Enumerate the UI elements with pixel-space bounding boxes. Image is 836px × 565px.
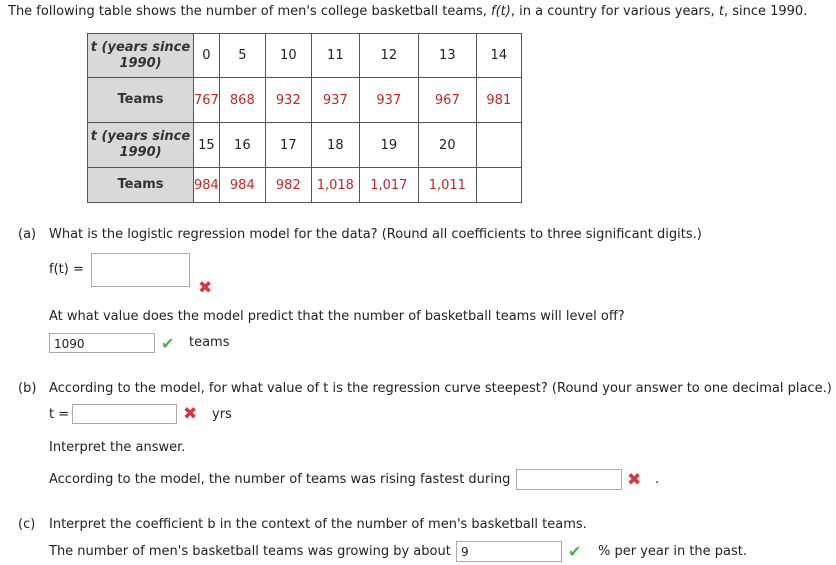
part-a-label: (a) [18, 227, 37, 242]
check-mark-icon: ✔ [161, 334, 175, 353]
level-unit: teams [189, 335, 230, 350]
x-mark-icon: ✖ [627, 470, 642, 490]
table-cell: 984 [194, 168, 220, 203]
table-cell: 1,017 [359, 168, 418, 203]
part-a-question: What is the logistic regression model for the data? (Round all coefficients to three significant digits.) [49, 227, 702, 242]
steepest-period: . [655, 472, 660, 487]
table-cell: 937 [359, 78, 418, 123]
t-header: t (years since 1990) [88, 123, 194, 168]
x-mark-icon: ✖ [198, 278, 213, 298]
check-mark-icon: ✔ [568, 542, 582, 561]
table-row [88, 123, 522, 168]
table-cell: 20 [418, 123, 476, 168]
table-cell: 12 [359, 34, 418, 78]
teams-header: Teams [88, 168, 194, 203]
table-cell: 981 [476, 78, 521, 123]
table-cell: 16 [219, 123, 265, 168]
x-mark-icon: ✖ [183, 404, 198, 424]
table-row [88, 78, 522, 123]
table-cell: 13 [418, 34, 476, 78]
table-cell: 18 [311, 123, 359, 168]
table-cell: 19 [359, 123, 418, 168]
part-c-label: (c) [18, 517, 36, 532]
part-b-label: (b) [18, 381, 37, 396]
table-row [88, 168, 522, 203]
level-question: At what value does the model predict that the number of basketball teams will level off? [49, 309, 625, 324]
growth-sentence: The number of men's basketball teams was growing by about [49, 544, 451, 559]
table-cell: 967 [418, 78, 476, 123]
table-cell [476, 123, 521, 168]
ft-input[interactable] [91, 253, 190, 287]
table-cell: 1,018 [311, 168, 359, 203]
table-cell: 1,011 [418, 168, 476, 203]
data-table [87, 33, 522, 203]
table-cell: 11 [311, 34, 359, 78]
table-cell: 984 [219, 168, 265, 203]
table-cell: 767 [194, 78, 220, 123]
growth-suffix: % per year in the past. [598, 544, 748, 559]
ft-label: f(t) = [49, 262, 84, 277]
level-input[interactable]: 1090 [49, 333, 155, 353]
part-b-question: According to the model, for what value of t is the regression curve steepest? (Round your answer to one decimal place.) [49, 381, 832, 396]
table-cell: 10 [265, 34, 311, 78]
table-cell: 14 [476, 34, 521, 78]
table-cell: 17 [265, 123, 311, 168]
table-cell: 937 [311, 78, 359, 123]
t-header: t (years since 1990) [88, 34, 194, 78]
t-unit: yrs [212, 407, 232, 422]
table-cell [476, 168, 521, 203]
part-c-question: Interpret the coefficient b in the context of the number of men's basketball teams. [49, 517, 587, 532]
t-label: t = [49, 407, 70, 422]
intro-text: The following table shows the number of men's college basketball teams, f(t), in a country for various years, t, since 1990. [8, 4, 808, 19]
table-row [88, 34, 522, 78]
table-cell: 0 [194, 34, 220, 78]
table-cell: 868 [219, 78, 265, 123]
interpret-label: Interpret the answer. [49, 440, 186, 455]
t-input[interactable] [72, 404, 177, 424]
table-cell: 982 [265, 168, 311, 203]
growth-input[interactable]: 9 [456, 541, 562, 562]
table-cell: 5 [219, 34, 265, 78]
table-cell: 15 [194, 123, 220, 168]
steepest-sentence: According to the model, the number of teams was rising fastest during [49, 472, 511, 487]
table-cell: 932 [265, 78, 311, 123]
teams-header: Teams [88, 78, 194, 123]
steepest-input[interactable] [516, 469, 622, 490]
